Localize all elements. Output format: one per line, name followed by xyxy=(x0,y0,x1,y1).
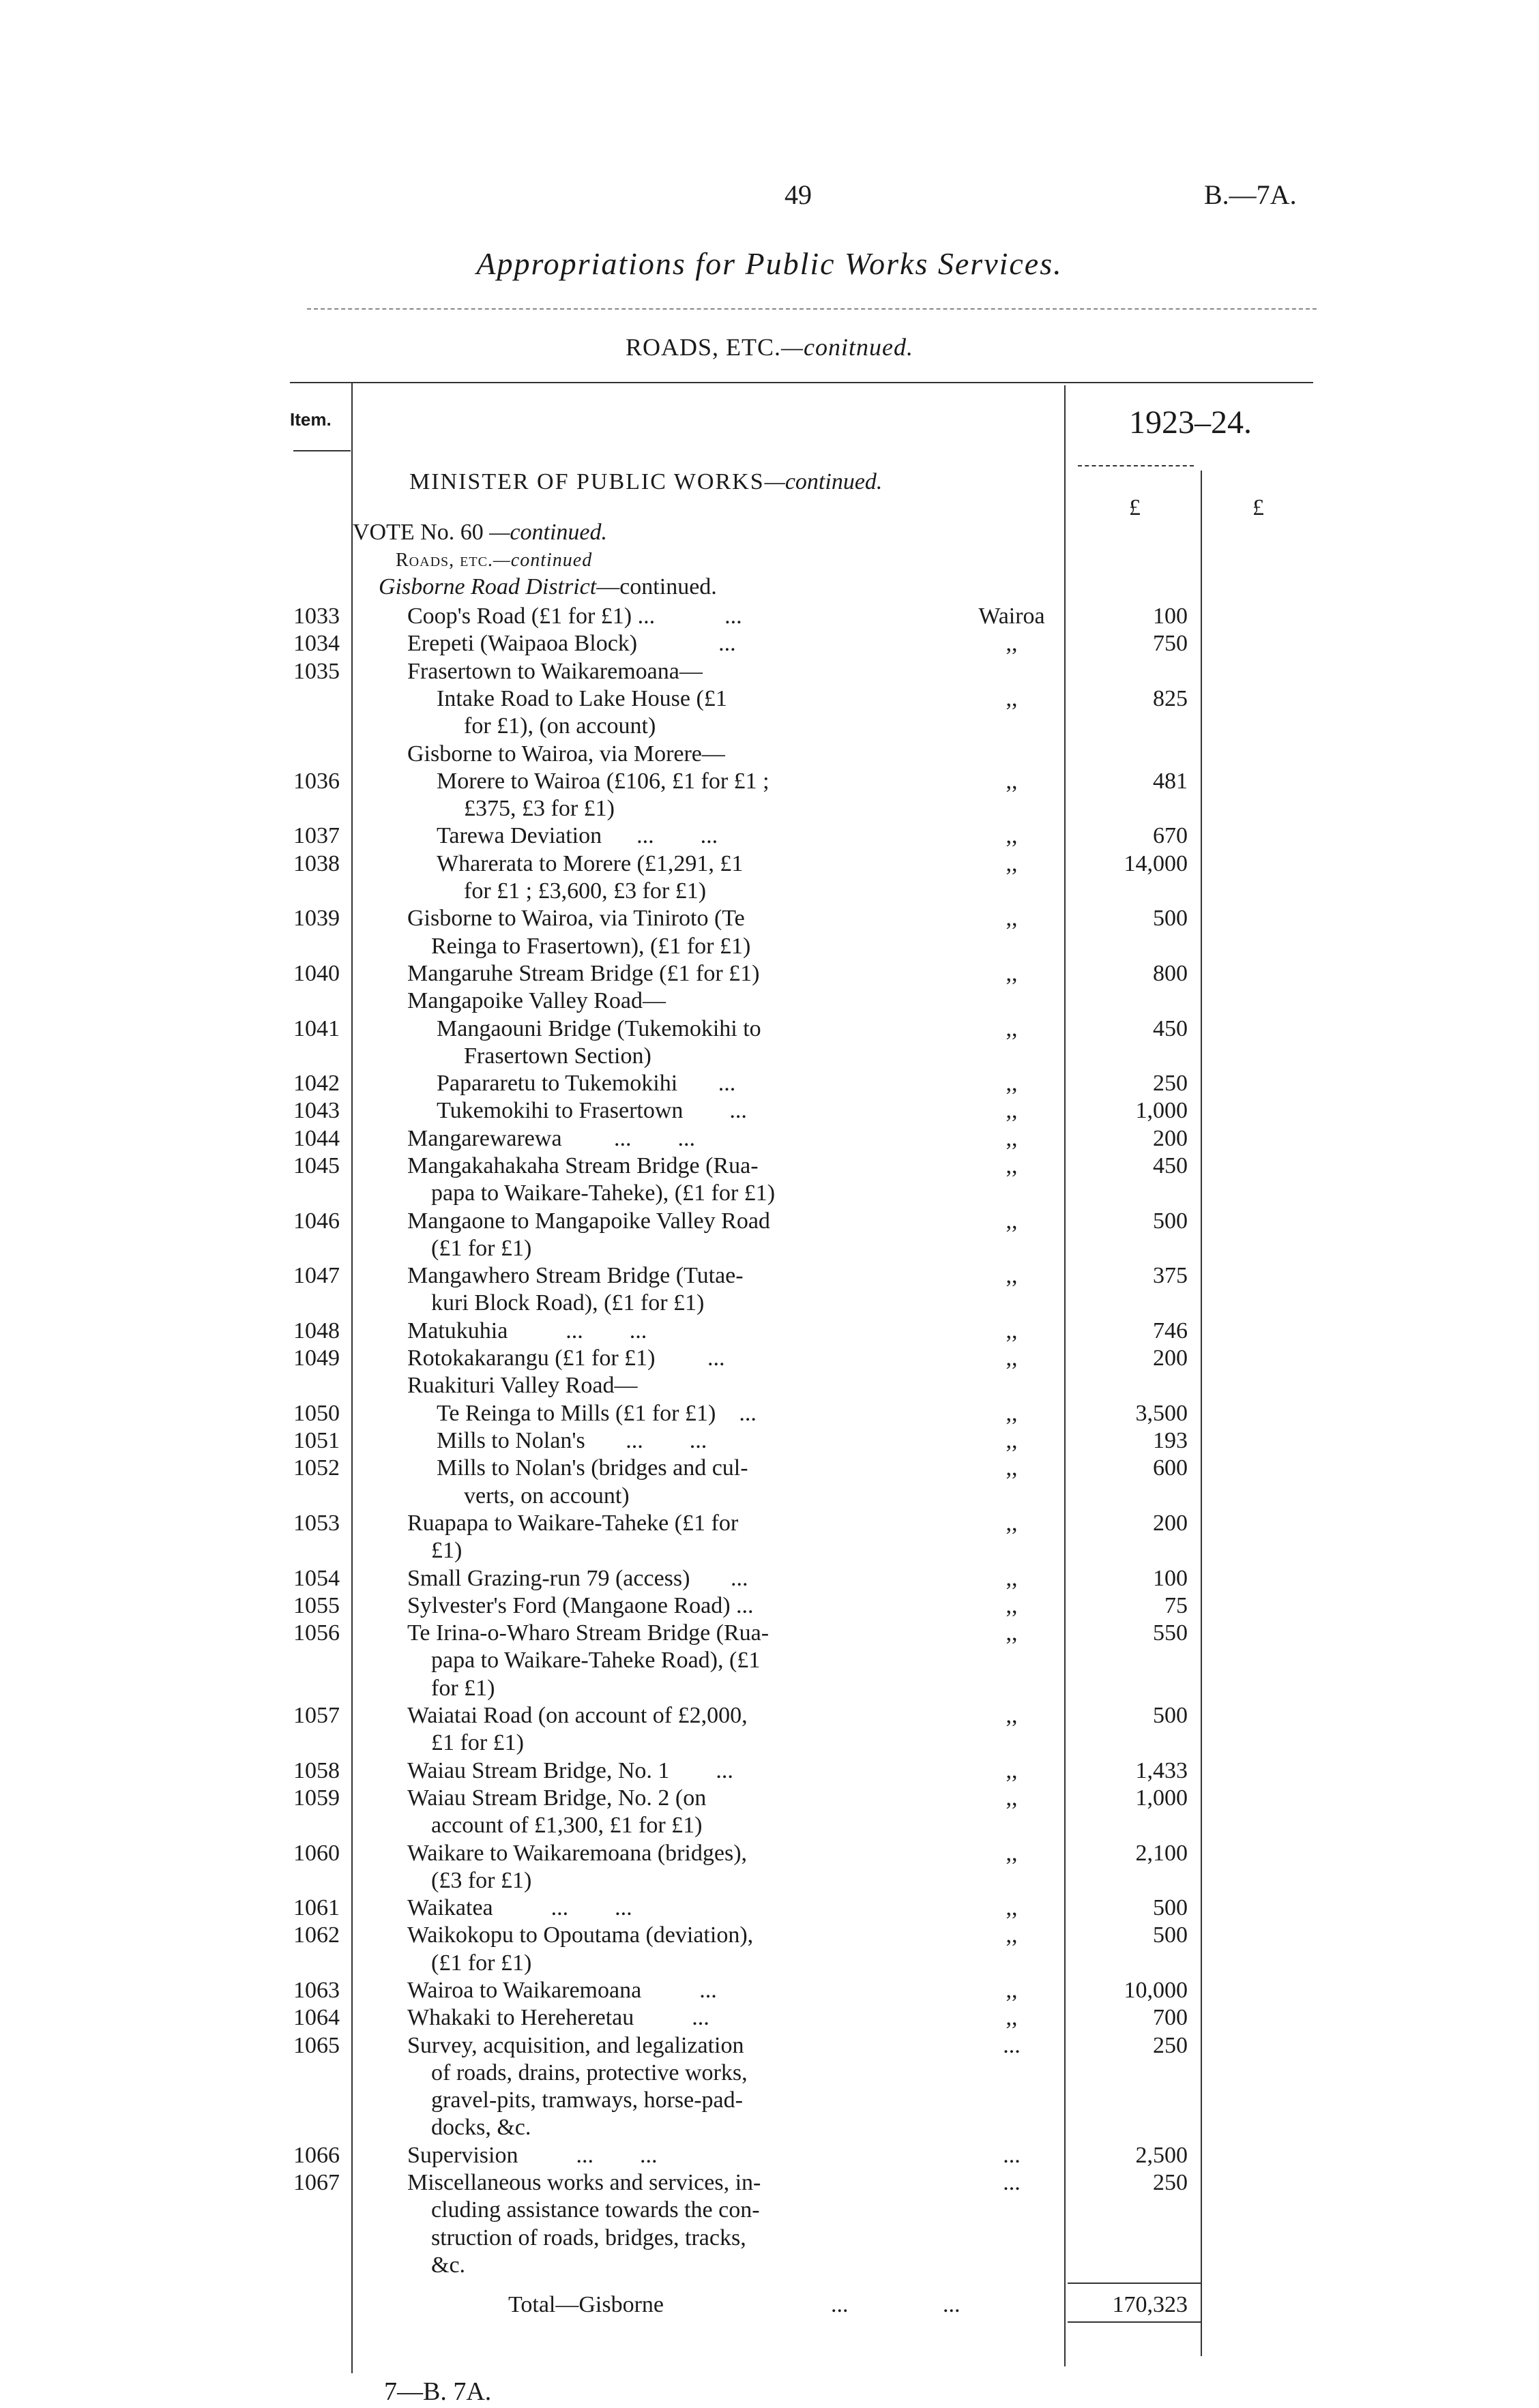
amount-value: 750 xyxy=(1153,631,1188,657)
amount-value: 3,500 xyxy=(1135,1400,1188,1426)
item-description-line: Supervision ... ... xyxy=(407,2142,658,2168)
item-description-line: Mills to Nolan's (bridges and cul- xyxy=(437,1455,748,1481)
district-heading-suffix: —continued. xyxy=(596,574,717,599)
table-row xyxy=(0,1785,1539,1840)
item-description-line: Waikare to Waikaremoana (bridges), xyxy=(407,1840,748,1866)
location-ditto: ,, xyxy=(1006,1510,1018,1536)
total-label: Total—Gisborne xyxy=(508,2292,664,2317)
item-description-line: &c. xyxy=(431,2252,466,2278)
table-row xyxy=(0,1427,1539,1455)
item-description-line: Rotokakarangu (£1 for £1) ... xyxy=(407,1346,725,1371)
amount-value: 746 xyxy=(1153,1318,1188,1343)
item-description-line: docks, &c. xyxy=(431,2115,531,2141)
amount-value: 250 xyxy=(1153,2032,1188,2058)
total-leader-2: ... xyxy=(943,2292,961,2317)
item-description-line: Gisborne to Wairoa, via Morere— xyxy=(407,741,725,767)
table-row xyxy=(0,685,1539,741)
table-row xyxy=(0,1262,1539,1318)
item-description-line: £375, £3 for £1) xyxy=(464,796,615,822)
table-row xyxy=(0,2142,1539,2169)
vote-heading-suffix: —continued. xyxy=(489,520,608,545)
item-description-line: Gisborne to Wairoa, via Tiniroto (Te xyxy=(407,906,745,932)
table-row xyxy=(0,1620,1539,1702)
location-ditto: ,, xyxy=(1006,960,1018,986)
item-description-line: Mangaouni Bridge (Tukemokihi to xyxy=(437,1015,761,1041)
item-number: 1046 xyxy=(293,1208,340,1234)
item-number: 1063 xyxy=(293,1978,340,2003)
currency-label-2: £ xyxy=(1252,495,1264,520)
table-row xyxy=(0,1977,1539,2004)
table-row xyxy=(0,905,1539,960)
location-ditto: ,, xyxy=(1006,1620,1018,1646)
item-description-line: Sylvester's Ford (Mangaone Road) ... xyxy=(407,1592,754,1618)
table-row xyxy=(0,1372,1539,1399)
item-description-line: for £1) xyxy=(431,1675,495,1701)
amount-value: 450 xyxy=(1153,1153,1188,1178)
item-description-line: Matukuhia ... ... xyxy=(407,1318,647,1343)
total-leader-1: ... xyxy=(831,2292,849,2317)
location-ditto: ,, xyxy=(1006,1098,1018,1124)
item-description-line: Morere to Wairoa (£106, £1 for £1 ; xyxy=(437,768,770,794)
item-description-line: papa to Waikare-Taheke), (£1 for £1) xyxy=(431,1180,776,1206)
amount-value: 14,000 xyxy=(1124,850,1188,876)
item-description-line: Whakaki to Hereheretau ... xyxy=(407,2005,709,2031)
item-number: 1040 xyxy=(293,960,340,986)
amount-value: 75 xyxy=(1164,1592,1188,1618)
item-description-line: Waikokopu to Opoutama (deviation), xyxy=(407,1922,754,1948)
table-row xyxy=(0,987,1539,1015)
amount-value: 10,000 xyxy=(1124,1978,1188,2003)
item-number: 1053 xyxy=(293,1510,340,1536)
amount-value: 825 xyxy=(1153,685,1188,711)
amount-value: 2,500 xyxy=(1135,2142,1188,2168)
amount-value: 550 xyxy=(1153,1620,1188,1646)
location-ditto: ... xyxy=(1003,2170,1021,2196)
item-column-header: Item. xyxy=(290,409,332,430)
year-header-rule xyxy=(1078,465,1194,466)
vote-heading-text: VOTE No. 60 xyxy=(353,520,490,545)
page-title: Appropriations for Public Works Services. xyxy=(476,246,1063,281)
item-number: 1044 xyxy=(293,1125,340,1151)
item-description-line: (£3 for £1) xyxy=(431,1867,532,1893)
item-description-line: Te Reinga to Mills (£1 for £1) ... xyxy=(437,1400,757,1426)
item-description-line: Miscellaneous works and services, in- xyxy=(407,2170,761,2196)
item-description-line: Waiatai Road (on account of £2,000, xyxy=(407,1703,748,1728)
item-description-line: £1 for £1) xyxy=(431,1730,524,1756)
amount-value: 250 xyxy=(1153,2170,1188,2196)
amount-value: 800 xyxy=(1153,960,1188,986)
amount-value: 1,433 xyxy=(1135,1757,1188,1783)
table-row xyxy=(0,1510,1539,1565)
document-reference: B.—7A. xyxy=(1204,179,1297,210)
amount-value: 700 xyxy=(1153,2005,1188,2031)
location-ditto: ,, xyxy=(1006,1125,1018,1151)
item-description-line: Erepeti (Waipaoa Block) ... xyxy=(407,631,736,657)
item-description-line: Survey, acquisition, and legalization xyxy=(407,2032,744,2058)
item-number: 1051 xyxy=(293,1428,340,1453)
location-ditto: ,, xyxy=(1006,1785,1018,1811)
location-ditto: ,, xyxy=(1006,1455,1018,1481)
item-description-line: Waikatea ... ... xyxy=(407,1895,632,1921)
location-ditto: Wairoa xyxy=(978,604,1045,629)
table-top-rule xyxy=(290,382,1313,383)
section-heading-suffix: —conitnued. xyxy=(781,333,913,361)
amount-value: 200 xyxy=(1153,1346,1188,1371)
location-ditto: ,, xyxy=(1006,1346,1018,1371)
item-number: 1049 xyxy=(293,1346,340,1371)
item-number: 1067 xyxy=(293,2170,340,2196)
table-row xyxy=(0,1345,1539,1372)
item-description-line: Reinga to Frasertown), (£1 for £1) xyxy=(431,933,751,959)
section-heading xyxy=(0,333,1539,361)
location-ditto: ,, xyxy=(1006,1703,1018,1728)
location-ditto: ,, xyxy=(1006,631,1018,657)
minister-heading-suffix: —continued. xyxy=(764,469,883,494)
item-description-line: of roads, drains, protective works, xyxy=(431,2060,748,2085)
minister-heading-text: MINISTER OF PUBLIC WORKS xyxy=(409,469,765,494)
district-heading-text: Gisborne Road District xyxy=(379,574,597,599)
item-description-line: £1) xyxy=(431,1538,463,1564)
table-row xyxy=(0,1070,1539,1097)
item-number: 1062 xyxy=(293,1922,340,1948)
item-number: 1042 xyxy=(293,1071,340,1097)
item-header-rule xyxy=(293,450,351,451)
table-row xyxy=(0,1318,1539,1345)
location-ditto: ,, xyxy=(1006,1318,1018,1343)
item-description-line: Mangaone to Mangapoike Valley Road xyxy=(407,1208,770,1234)
item-description-line: Te Irina-o-Wharo Stream Bridge (Rua- xyxy=(407,1620,770,1646)
item-description-line: Mangaruhe Stream Bridge (£1 for £1) xyxy=(407,960,760,986)
location-ditto: ,, xyxy=(1006,1015,1018,1041)
table-row xyxy=(0,1153,1539,1208)
table-row xyxy=(0,630,1539,657)
item-description-line: Frasertown Section) xyxy=(464,1043,651,1069)
table-row xyxy=(0,658,1539,685)
section-heading-text: ROADS, ETC. xyxy=(625,333,782,361)
location-ditto: ,, xyxy=(1006,850,1018,876)
location-ditto: ,, xyxy=(1006,1895,1018,1921)
location-ditto: ,, xyxy=(1006,906,1018,932)
table-row xyxy=(0,1125,1539,1153)
item-description-line: Tarewa Deviation ... ... xyxy=(437,823,718,849)
location-ditto: ,, xyxy=(1006,1978,1018,2003)
item-number: 1059 xyxy=(293,1785,340,1811)
item-number: 1050 xyxy=(293,1400,340,1426)
item-number: 1065 xyxy=(293,2032,340,2058)
location-ditto: ,, xyxy=(1006,1428,1018,1453)
location-ditto: ,, xyxy=(1006,2005,1018,2031)
amount-value: 500 xyxy=(1153,1922,1188,1948)
table-row xyxy=(0,2169,1539,2279)
amount-value: 200 xyxy=(1153,1510,1188,1536)
table-row xyxy=(0,1097,1539,1125)
item-description-line: Small Grazing-run 79 (access) ... xyxy=(407,1565,748,1591)
item-description-line: Wharerata to Morere (£1,291, £1 xyxy=(437,850,744,876)
table-row xyxy=(0,1565,1539,1592)
item-number: 1043 xyxy=(293,1098,340,1124)
location-ditto: ,, xyxy=(1006,1922,1018,1948)
item-description-line: cluding assistance towards the con- xyxy=(431,2197,760,2223)
amount-value: 670 xyxy=(1153,823,1188,849)
table-row xyxy=(0,1015,1539,1071)
amount-value: 500 xyxy=(1153,1208,1188,1234)
table-row xyxy=(0,741,1539,768)
location-ditto: ,, xyxy=(1006,1153,1018,1178)
item-number: 1041 xyxy=(293,1015,340,1041)
total-value: 170,323 xyxy=(1112,2292,1188,2317)
item-description-line: papa to Waikare-Taheke Road), (£1 xyxy=(431,1648,761,1674)
item-description-line: Ruakituri Valley Road— xyxy=(407,1373,638,1399)
amount-value: 1,000 xyxy=(1135,1098,1188,1124)
location-ditto: ,, xyxy=(1006,768,1018,794)
amount-value: 500 xyxy=(1153,906,1188,932)
item-number: 1064 xyxy=(293,2005,340,2031)
amount-value: 1,000 xyxy=(1135,1785,1188,1811)
district-heading xyxy=(379,574,717,600)
table-row xyxy=(0,1455,1539,1510)
item-description-line: for £1 ; £3,600, £3 for £1) xyxy=(464,878,707,904)
location-ditto: ,, xyxy=(1006,1071,1018,1097)
location-ditto: ,, xyxy=(1006,1592,1018,1618)
item-number: 1037 xyxy=(293,823,340,849)
item-number: 1034 xyxy=(293,631,340,657)
item-number: 1057 xyxy=(293,1703,340,1728)
item-description-line: Tukemokihi to Frasertown ... xyxy=(437,1098,747,1124)
item-number: 1038 xyxy=(293,850,340,876)
item-number: 1061 xyxy=(293,1895,340,1921)
amount-value: 500 xyxy=(1153,1895,1188,1921)
item-description-line: Intake Road to Lake House (£1 xyxy=(437,685,727,711)
year-column-header: 1923–24. xyxy=(1129,404,1252,441)
item-description-line: Ruapapa to Waikare-Taheke (£1 for xyxy=(407,1510,739,1536)
item-number: 1055 xyxy=(293,1592,340,1618)
item-description-line: Mangarewarewa ... ... xyxy=(407,1125,696,1151)
location-ditto: ... xyxy=(1003,2142,1021,2168)
item-description-line: Wairoa to Waikaremoana ... xyxy=(407,1978,717,2003)
item-description-line: Papararetu to Tukemokihi ... xyxy=(437,1071,736,1097)
item-number: 1033 xyxy=(293,604,340,629)
location-ditto: ,, xyxy=(1006,1840,1018,1866)
table-row xyxy=(0,1922,1539,1977)
amount-value: 100 xyxy=(1153,1565,1188,1591)
location-ditto: ,, xyxy=(1006,1263,1018,1289)
location-ditto: ,, xyxy=(1006,1208,1018,1234)
location-ditto: ,, xyxy=(1006,1565,1018,1591)
location-ditto: ,, xyxy=(1006,1400,1018,1426)
item-number: 1056 xyxy=(293,1620,340,1646)
item-description-line: for £1), (on account) xyxy=(464,713,656,739)
minister-heading xyxy=(409,469,882,495)
item-number: 1045 xyxy=(293,1153,340,1178)
table-row xyxy=(0,1894,1539,1922)
vote-heading xyxy=(353,520,607,546)
table-row xyxy=(0,1400,1539,1427)
item-description-line: (£1 for £1) xyxy=(431,1950,532,1976)
item-description-line: Mills to Nolan's ... ... xyxy=(437,1428,707,1453)
item-description-line: account of £1,300, £1 for £1) xyxy=(431,1813,703,1839)
table-row xyxy=(0,1208,1539,1263)
amount-value: 481 xyxy=(1153,768,1188,794)
table-row xyxy=(0,2032,1539,2142)
amount-value: 250 xyxy=(1153,1071,1188,1097)
amount-value: 375 xyxy=(1153,1263,1188,1289)
item-description-line: Waiau Stream Bridge, No. 2 (on xyxy=(407,1785,707,1811)
table-row xyxy=(0,768,1539,823)
item-number: 1054 xyxy=(293,1565,340,1591)
amount-value: 600 xyxy=(1153,1455,1188,1481)
item-description-line: Mangakahakaha Stream Bridge (Rua- xyxy=(407,1153,759,1178)
location-ditto: ,, xyxy=(1006,823,1018,849)
table-row xyxy=(0,2004,1539,2032)
amount-value: 200 xyxy=(1153,1125,1188,1151)
item-number: 1039 xyxy=(293,906,340,932)
item-number: 1036 xyxy=(293,768,340,794)
item-number: 1066 xyxy=(293,2142,340,2168)
total-rule-top xyxy=(1068,2283,1201,2284)
item-number: 1035 xyxy=(293,658,340,684)
item-description-line: kuri Block Road), (£1 for £1) xyxy=(431,1290,705,1316)
item-description-line: Mangawhero Stream Bridge (Tutae- xyxy=(407,1263,744,1289)
item-number: 1047 xyxy=(293,1263,340,1289)
item-description-line: Coop's Road (£1 for £1) ... ... xyxy=(407,604,742,629)
item-description-line: Waiau Stream Bridge, No. 1 ... xyxy=(407,1757,733,1783)
amount-value: 100 xyxy=(1153,604,1188,629)
amount-value: 450 xyxy=(1153,1015,1188,1041)
footer-reference: 7—B. 7A. xyxy=(384,2377,492,2406)
item-description-line: gravel-pits, tramways, horse-pad- xyxy=(431,2087,743,2113)
table-row xyxy=(0,1840,1539,1895)
item-description-line: (£1 for £1) xyxy=(431,1235,532,1261)
item-description-line: Frasertown to Waikaremoana— xyxy=(407,658,703,684)
amount-value: 2,100 xyxy=(1135,1840,1188,1866)
total-rule-bottom xyxy=(1068,2321,1201,2323)
item-number: 1058 xyxy=(293,1757,340,1783)
table-row xyxy=(0,822,1539,850)
item-description-line: struction of roads, bridges, tracks, xyxy=(431,2225,746,2250)
item-number: 1048 xyxy=(293,1318,340,1343)
location-ditto: ... xyxy=(1003,2032,1021,2058)
roads-subheading-suffix: —continued xyxy=(493,550,593,571)
item-description-line: Mangapoike Valley Road— xyxy=(407,988,666,1014)
table-row xyxy=(0,960,1539,987)
title-divider xyxy=(307,308,1317,310)
roads-subheading-text: Roads, etc. xyxy=(396,550,493,571)
currency-label-1: £ xyxy=(1129,495,1141,520)
item-number: 1052 xyxy=(293,1455,340,1481)
table-row xyxy=(0,1592,1539,1620)
page-number: 49 xyxy=(785,179,812,210)
table-row xyxy=(0,1702,1539,1757)
roads-subheading xyxy=(396,550,592,571)
item-description-line: verts, on account) xyxy=(464,1483,630,1508)
table-row xyxy=(0,1757,1539,1785)
table-row xyxy=(0,603,1539,630)
location-ditto: ,, xyxy=(1006,685,1018,711)
table-row xyxy=(0,850,1539,906)
item-number: 1060 xyxy=(293,1840,340,1866)
location-ditto: ,, xyxy=(1006,1757,1018,1783)
amount-value: 500 xyxy=(1153,1703,1188,1728)
amount-value: 193 xyxy=(1153,1428,1188,1453)
